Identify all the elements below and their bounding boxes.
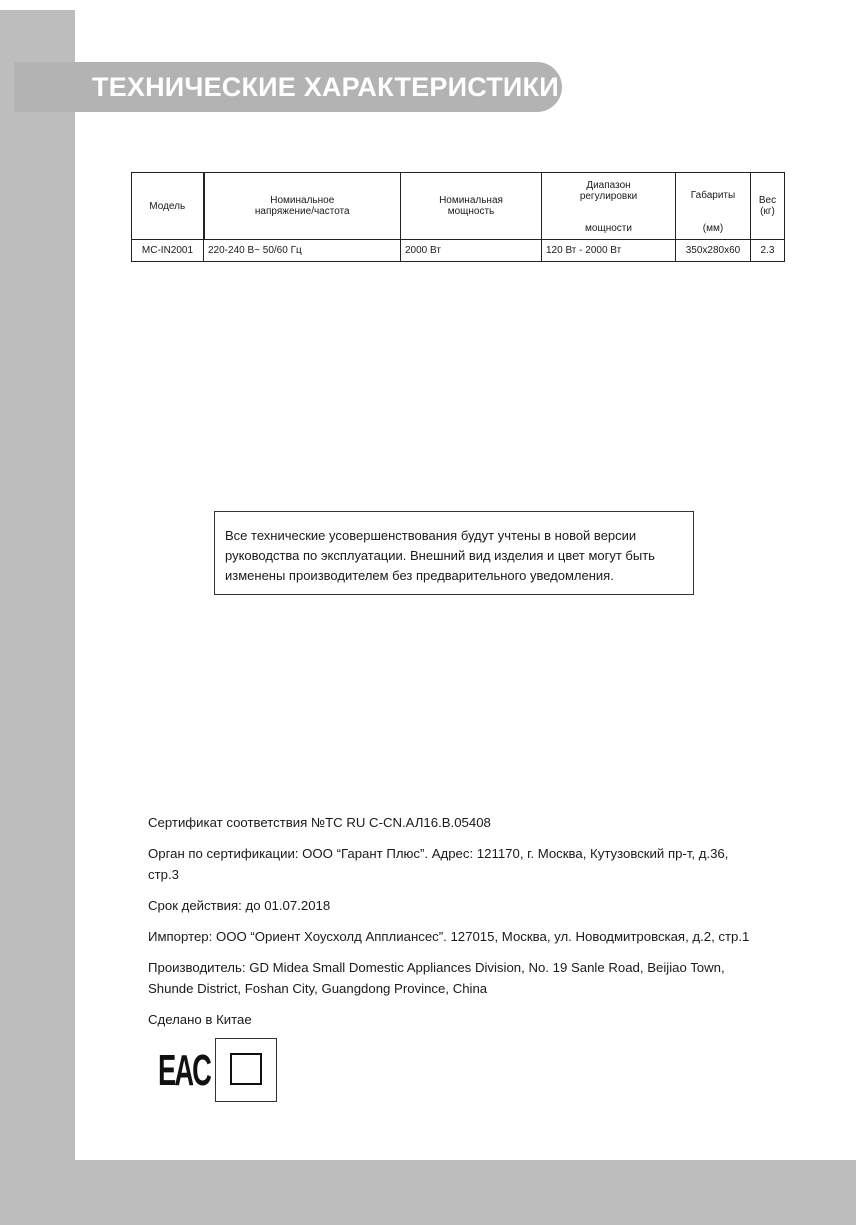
double-insulation-icon xyxy=(215,1038,277,1102)
table-header-row xyxy=(132,173,785,240)
manufacturer-text xyxy=(148,957,798,999)
header-voltage-line2: напряжение/частота xyxy=(254,206,350,217)
header-range-line1: Диапазон xyxy=(586,180,631,191)
notice-box xyxy=(214,511,694,595)
header-voltage-line1: Номинальное xyxy=(270,195,335,206)
table-row xyxy=(132,240,785,262)
header-range-line2: регулировки xyxy=(579,191,638,202)
header-voltage xyxy=(204,173,401,240)
cell-power: 2000 Вт xyxy=(401,240,542,262)
cert-body-text xyxy=(148,843,798,885)
notice-line: руководства по эксплуатации. Внешний вид изделия и цвет могут быть xyxy=(225,548,655,563)
validity-text: Срок действия: до 01.07.2018 xyxy=(148,898,331,913)
spec-table xyxy=(131,172,785,262)
cert-body-line1: Орган по сертификации: ООО “Гарант Плюс”. Адрес: 121170, г. Москва, Кутузовский пр-т, д.36, xyxy=(148,846,729,861)
cert-body-line2: стр.3 xyxy=(148,867,179,882)
header-power-line1: Номинальная xyxy=(439,195,503,206)
eac-mark-icon: EAC xyxy=(158,1046,211,1095)
header-range xyxy=(542,173,676,240)
header-dims-line1: Габариты xyxy=(690,190,736,201)
page-title: ТЕХНИЧЕСКИЕ ХАРАКТЕРИСТИКИ xyxy=(92,71,559,102)
header-weight-line2: (кг) xyxy=(760,206,775,217)
bottom-decorative-bar xyxy=(75,1160,856,1225)
section-header xyxy=(14,62,562,112)
certification-info xyxy=(148,812,798,1040)
header-range-line3: мощности xyxy=(585,223,632,234)
manufacturer-line2: Shunde District, Foshan City, Guangdong Province, China xyxy=(148,981,488,996)
manufacturer-line1: Производитель: GD Midea Small Domestic Appliances Division, No. 19 Sanle Road, Beijiao Town, xyxy=(148,960,725,975)
header-dims-line2: (мм) xyxy=(702,223,724,234)
header-power xyxy=(401,173,542,240)
double-insulation-inner-square xyxy=(230,1053,262,1085)
header-dims xyxy=(676,173,751,240)
cell-dims: 350х280х60 xyxy=(676,240,751,262)
notice-line: изменены производителем без предварительного уведомления. xyxy=(225,568,614,583)
made-in-text: Сделано в Китае xyxy=(148,1012,252,1027)
cell-voltage: 220-240 В~ 50/60 Гц xyxy=(204,240,401,262)
header-weight xyxy=(751,173,785,240)
cell-weight: 2.3 xyxy=(751,240,785,262)
header-weight-line1: Вес xyxy=(758,195,777,206)
certificate-text: Сертификат соответствия №ТС RU С-CN.АЛ16.В.05408 xyxy=(148,815,491,830)
header-power-line2: мощность xyxy=(447,206,495,217)
notice-line: Все технические усовершенствования будут учтены в новой версии xyxy=(225,528,637,543)
left-decorative-bar xyxy=(0,10,75,1225)
header-model: Модель xyxy=(132,173,204,240)
cell-range: 120 Вт - 2000 Вт xyxy=(542,240,676,262)
importer-text: Импортер: ООО “Ориент Хоусхолд Апплиансес”. 127015, Москва, ул. Новодмитровская, д.2, стр.1 xyxy=(148,929,750,944)
cell-model: MC-IN2001 xyxy=(132,240,204,262)
